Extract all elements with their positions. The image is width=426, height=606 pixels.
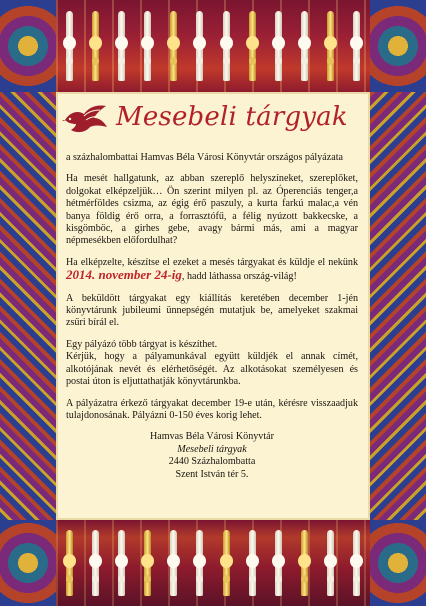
submission-paragraph <box>66 339 358 389</box>
bottom-baluster-row <box>56 524 370 602</box>
submission-line-2: Kérjük, hogy a pályamunkával együtt küldjék el annak címét, alkotójának nevét és elérhetőségét. Az alkotásokat személyesen és postai úton is eljuttathatják könyvtárunkba. <box>66 351 358 388</box>
baluster-ornament <box>143 4 152 88</box>
baluster-ornament <box>300 4 309 88</box>
deadline-paragraph <box>66 257 358 284</box>
signature-city: 2440 Százhalombatta <box>168 456 256 468</box>
intro-paragraph: a százhalombattai Hamvas Béla Városi Könyvtár országos pályázata <box>66 152 344 163</box>
title-row <box>56 100 370 140</box>
left-border-pattern <box>0 92 56 520</box>
corner-ornament-bottom-right <box>370 520 426 606</box>
corner-ornament-top-right <box>370 0 426 92</box>
baluster-ornament <box>222 524 231 602</box>
baluster-ornament <box>195 4 204 88</box>
baluster-ornament <box>326 4 335 88</box>
submission-line-1: Egy pályázó több tárgyat is készíthet. <box>66 338 218 350</box>
body-text <box>66 152 358 481</box>
deadline-text-after: , hadd láthassa ország-világ! <box>181 271 297 283</box>
baluster-ornament <box>352 524 361 602</box>
baluster-ornament <box>65 524 74 602</box>
baluster-ornament <box>91 4 100 88</box>
exhibition-paragraph: A beküldött tárgyakat egy kiállítás keretében december 1-jén könyvtárunk jubileumi ünnepségén mutatjuk be, amelyeket szakmai zsűri bírál el. <box>66 292 358 329</box>
signature-project: Mesebeli tárgyak <box>177 443 247 455</box>
baluster-ornament <box>248 4 257 88</box>
corner-ornament-bottom-left <box>0 520 56 606</box>
baluster-ornament <box>169 524 178 602</box>
baluster-ornament <box>143 524 152 602</box>
top-baluster-row <box>56 4 370 88</box>
baluster-ornament <box>169 4 178 88</box>
baluster-ornament <box>352 4 361 88</box>
question-paragraph: Ha mesét hallgatunk, az abban szereplő helyszíneket, szereplőket, dolgokat elképzeljük… Ön szerint milyen pl. az Óperenciás tenger,a hétmérföldes csizma, az égig érő paszuly, a kurta farkú malac,a vén banya földig érő orra, a forrasztófű, a félig nyúzott bakkecske, a kisgömböc, a girhes gebe, avagy bármi más, ami a magyar népmesékben előfordulhat? <box>66 173 358 247</box>
baluster-ornament <box>117 4 126 88</box>
baluster-ornament <box>326 524 335 602</box>
baluster-ornament <box>91 524 100 602</box>
content-panel <box>56 92 370 520</box>
signature-address: Szent István tér 5. <box>175 468 249 480</box>
baluster-ornament <box>222 4 231 88</box>
signature-block <box>66 431 358 481</box>
return-paragraph: A pályázatra érkező tárgyakat december 19-e után, kérésre visszaadjuk tulajdonosának. Pályázni 0-150 éves korig lehet. <box>66 397 358 421</box>
baluster-ornament <box>195 524 204 602</box>
page-title: Mesebeli tárgyak <box>116 102 348 132</box>
bird-ornament-icon <box>62 100 110 140</box>
baluster-ornament <box>274 524 283 602</box>
baluster-ornament <box>117 524 126 602</box>
baluster-ornament <box>274 4 283 88</box>
deadline-date: 2014. november 24-ig <box>66 267 182 283</box>
baluster-ornament <box>300 524 309 602</box>
right-border-pattern <box>370 92 426 520</box>
deadline-text-before: Ha elképzelte, készítse el ezeket a mesés tárgyakat és küldje el nekünk <box>66 256 358 268</box>
signature-library: Hamvas Béla Városi Könyvtár <box>150 431 274 443</box>
corner-ornament-top-left <box>0 0 56 92</box>
baluster-ornament <box>248 524 257 602</box>
baluster-ornament <box>65 4 74 88</box>
